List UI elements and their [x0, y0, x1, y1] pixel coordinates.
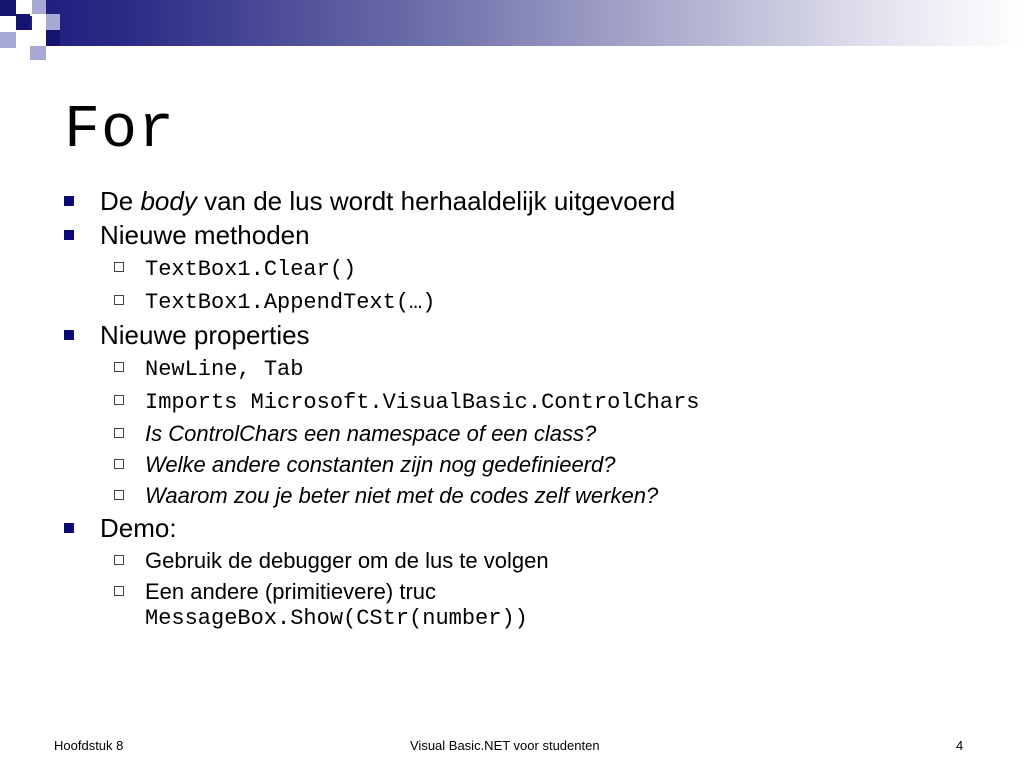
sub-bullet-text: Imports Microsoft.VisualBasic.ControlChars	[145, 390, 700, 415]
bullet-text-emphasis: body	[140, 186, 197, 216]
sub-bullet-clear	[62, 252, 962, 285]
hollow-square-bullet-icon	[114, 262, 124, 272]
bullet-demo	[62, 511, 962, 545]
hollow-square-bullet-icon	[114, 490, 124, 500]
hollow-square-bullet-icon	[114, 362, 124, 372]
bullet-new-methods	[62, 218, 962, 252]
square-bullet-icon	[64, 196, 74, 206]
header-gradient-band	[0, 0, 1024, 46]
sub-bullet-text: NewLine, Tab	[145, 357, 304, 382]
sub-bullet-text: Een andere (primitievere) truc	[145, 579, 437, 604]
bullet-body-repeated	[62, 184, 962, 218]
footer-chapter: Hoofdstuk 8	[54, 738, 124, 753]
sub-bullet-text: TextBox1.AppendText(…)	[145, 290, 436, 315]
hollow-square-bullet-icon	[114, 586, 124, 596]
square-bullet-icon	[64, 330, 74, 340]
sub-bullet-text: Welke andere constanten zijn nog gedefinieerd?	[145, 452, 616, 477]
square-bullet-icon	[64, 230, 74, 240]
hollow-square-bullet-icon	[114, 459, 124, 469]
hollow-square-bullet-icon	[114, 555, 124, 565]
bullet-text-prefix: De	[100, 186, 141, 216]
sub-bullet-question-constants	[62, 449, 962, 480]
bullet-text: Nieuwe properties	[100, 320, 310, 350]
slide-body	[62, 184, 962, 631]
bullet-text-suffix: van de lus wordt herhaaldelijk uitgevoerd	[196, 186, 676, 216]
sub-bullet-imports	[62, 385, 962, 418]
hollow-square-bullet-icon	[114, 428, 124, 438]
sub-bullet-code: MessageBox.Show(CStr(number))	[145, 606, 528, 631]
hollow-square-bullet-icon	[114, 295, 124, 305]
footer-course-title: Visual Basic.NET voor studenten	[410, 738, 600, 753]
sub-bullet-text: Gebruik de debugger om de lus te volgen	[145, 548, 549, 573]
sub-bullet-text: Is ControlChars een namespace of een class?	[145, 421, 597, 446]
sub-bullet-question-codes	[62, 480, 962, 511]
sub-bullet-appendtext	[62, 285, 962, 318]
hollow-square-bullet-icon	[114, 395, 124, 405]
sub-bullet-question-namespace	[62, 418, 962, 449]
square-bullet-icon	[64, 523, 74, 533]
sub-bullet-text: Waarom zou je beter niet met de codes zelf werken?	[145, 483, 659, 508]
sub-bullet-debugger	[62, 545, 962, 576]
sub-bullet-text: TextBox1.Clear()	[145, 257, 357, 282]
bullet-text: Demo:	[100, 513, 177, 543]
bullet-text: Nieuwe methoden	[100, 220, 310, 250]
bullet-new-properties	[62, 318, 962, 352]
sub-bullet-newline-tab	[62, 352, 962, 385]
sub-bullet-other-trick	[62, 576, 962, 631]
slide-title: For	[64, 97, 176, 165]
footer-page-number: 4	[956, 738, 964, 753]
